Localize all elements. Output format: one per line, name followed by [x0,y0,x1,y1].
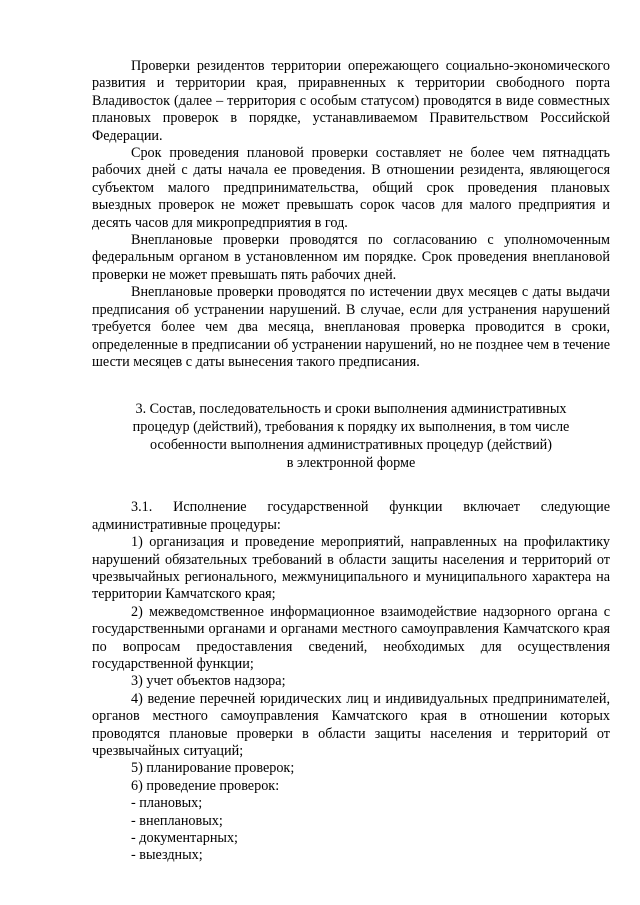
paragraph-unplanned-check-timing: Внеплановые проверки проводятся по истечении двух месяцев с даты выдачи предписания об устранении нарушений. В случае, если для устранения нарушений требуется более чем два месяца, внеплановая проверка проводится в сроки, определенные в предписании об устранении нарушений, но не позднее чем в течение шести месяцев с даты вынесения такого предписания. [92,284,611,370]
section-heading [92,400,610,472]
procedure-item: 4) ведение перечней юридических лиц и индивидуальных предпринимателей, органов местного самоуправления Камчатского края в отношении которых проводятся плановые проверки в области защиты населения и территорий от чрезвычайных ситуаций; [92,690,610,759]
document-body [92,58,610,865]
procedure-item: 6) проведение проверок: [131,777,280,794]
procedure-item: 2) межведомственное информационное взаимодействие надзорного органа с государственными органами и органами местного самоуправления Камчатского края по вопросам предоставления сведений, необходимых для осуществления государственной функции; [92,603,610,672]
check-type-item: - документарных; [131,830,238,847]
section-heading-line: в электронной форме [286,455,416,472]
procedure-item: 1) организация и проведение мероприятий, направленных на профилактику нарушений обязательных требований в области защиты населения и территорий от чрезвычайных регионального, межмуниципального и муниципального характера на территории Камчатского края; [92,534,610,603]
procedure-item: 3) учет объектов надзора; [131,673,286,690]
check-type-item: - выездных; [131,847,203,864]
section-heading-line: 3. Состав, последовательность и сроки выполнения административных [135,401,567,418]
section-intro: 3.1. Исполнение государственной функции включает следующие административные процедуры: [92,499,610,533]
paragraph-resident-checks: Проверки резидентов территории опережающего социально-экономического развития и территории края, приравненных к территории свободного порта Владивосток (далее – территория с особым статусом) проводятся в виде совместных плановых проверок в порядке, устанавливаемом Правительством Российской Федерации. [92,58,610,144]
paragraph-unplanned-check-approval: Внеплановые проверки проводятся по согласованию с уполномоченным федеральным органом в установленном им порядке. Срок проведения внеплановой проверки не может превышать пять рабочих дней. [92,232,610,283]
check-type-item: - внеплановых; [131,812,223,829]
section-heading-line: особенности выполнения административных процедур (действий) [150,437,552,454]
section-heading-line: процедур (действий), требования к порядку их выполнения, в том числе [132,419,570,436]
paragraph-planned-check-duration: Срок проведения плановой проверки составляет не более чем пятнадцать рабочих дней с даты начала ее проведения. В отношении резидента, являющегося субъектом малого предпринимательства, общий срок проведения плановых выездных проверок не может превышать сорок часов для малого предприятия и десять часов для микропредприятия в год. [92,145,610,231]
check-type-item: - плановых; [131,795,203,812]
procedure-item: 5) планирование проверок; [131,760,295,777]
